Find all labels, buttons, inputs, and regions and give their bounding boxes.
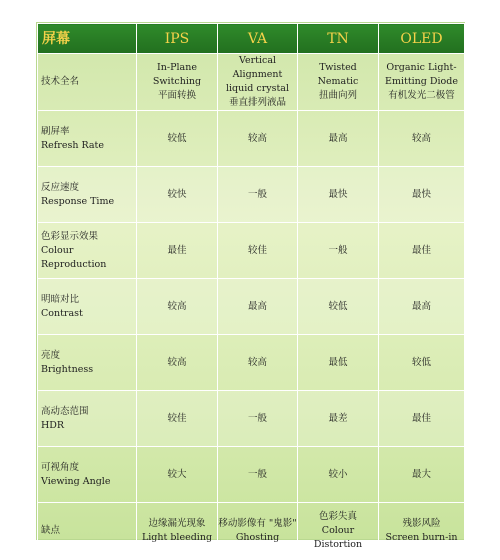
table-row-colour-reproduction <box>38 223 465 279</box>
cell-ips: 最佳 <box>137 223 218 279</box>
cell-ips: 较低 <box>137 111 218 167</box>
cell-va: 一般 <box>218 391 298 447</box>
row-label: 色彩显示效果 Colour Reproduction <box>38 223 137 279</box>
cell-tn: 最低 <box>298 335 379 391</box>
cell-ips: 较佳 <box>137 391 218 447</box>
cell-ips: 较高 <box>137 335 218 391</box>
cell-va: 移动影像有 "鬼影" Ghosting <box>218 503 298 560</box>
cell-va: 较高 <box>218 111 298 167</box>
table-row-response-time <box>38 167 465 223</box>
cell-tn: 较低 <box>298 279 379 335</box>
cell-oled: 最佳 <box>379 223 465 279</box>
cell-tn: 最差 <box>298 391 379 447</box>
table-header-row <box>38 24 465 54</box>
header-oled: OLED <box>379 24 465 54</box>
header-ips: IPS <box>137 24 218 54</box>
cell-va: 一般 <box>218 447 298 503</box>
row-label: 技术全名 <box>38 54 137 111</box>
header-va: VA <box>218 24 298 54</box>
row-label: 亮度 Brightness <box>38 335 137 391</box>
cell-tn: Twisted Nematic 扭曲向列 <box>298 54 379 111</box>
row-label: 缺点 <box>38 503 137 560</box>
header-screen: 屏幕 <box>38 24 137 54</box>
cell-ips: 边缘漏光现象 Light bleeding <box>137 503 218 560</box>
comparison-table-container <box>37 23 464 550</box>
cell-oled: 最大 <box>379 447 465 503</box>
row-label: 刷屏率 Refresh Rate <box>38 111 137 167</box>
row-label: 反应速度 Response Time <box>38 167 137 223</box>
row-label: 可视角度 Viewing Angle <box>38 447 137 503</box>
cell-oled: 最佳 <box>379 391 465 447</box>
table-row-hdr <box>38 391 465 447</box>
table-row-drawbacks <box>38 503 465 560</box>
table-row-tech-name <box>38 54 465 111</box>
cell-oled: 残影风险 Screen burn-in <box>379 503 465 560</box>
cell-ips: 较快 <box>137 167 218 223</box>
cell-oled: 最高 <box>379 279 465 335</box>
row-label: 明暗对比 Contrast <box>38 279 137 335</box>
cell-tn: 最高 <box>298 111 379 167</box>
table-row-brightness <box>38 335 465 391</box>
cell-va: Vertical Alignment liquid crystal 垂直排列液晶 <box>218 54 298 111</box>
cell-va: 较高 <box>218 335 298 391</box>
cell-oled: 最快 <box>379 167 465 223</box>
cell-oled: 较高 <box>379 111 465 167</box>
cell-tn: 一般 <box>298 223 379 279</box>
cell-va: 较佳 <box>218 223 298 279</box>
table-row-contrast <box>38 279 465 335</box>
cell-tn: 较小 <box>298 447 379 503</box>
cell-oled: Organic Light- Emitting Diode 有机发光二极管 <box>379 54 465 111</box>
row-label: 高动态范围 HDR <box>38 391 137 447</box>
cell-ips: 较大 <box>137 447 218 503</box>
table-row-refresh-rate <box>38 111 465 167</box>
table-row-viewing-angle <box>38 447 465 503</box>
cell-ips: In-Plane Switching 平面转换 <box>137 54 218 111</box>
header-tn: TN <box>298 24 379 54</box>
cell-va: 一般 <box>218 167 298 223</box>
cell-tn: 最快 <box>298 167 379 223</box>
display-comparison-table <box>37 23 465 560</box>
cell-tn: 色彩失真 Colour Distortion <box>298 503 379 560</box>
cell-oled: 较低 <box>379 335 465 391</box>
cell-ips: 较高 <box>137 279 218 335</box>
cell-va: 最高 <box>218 279 298 335</box>
